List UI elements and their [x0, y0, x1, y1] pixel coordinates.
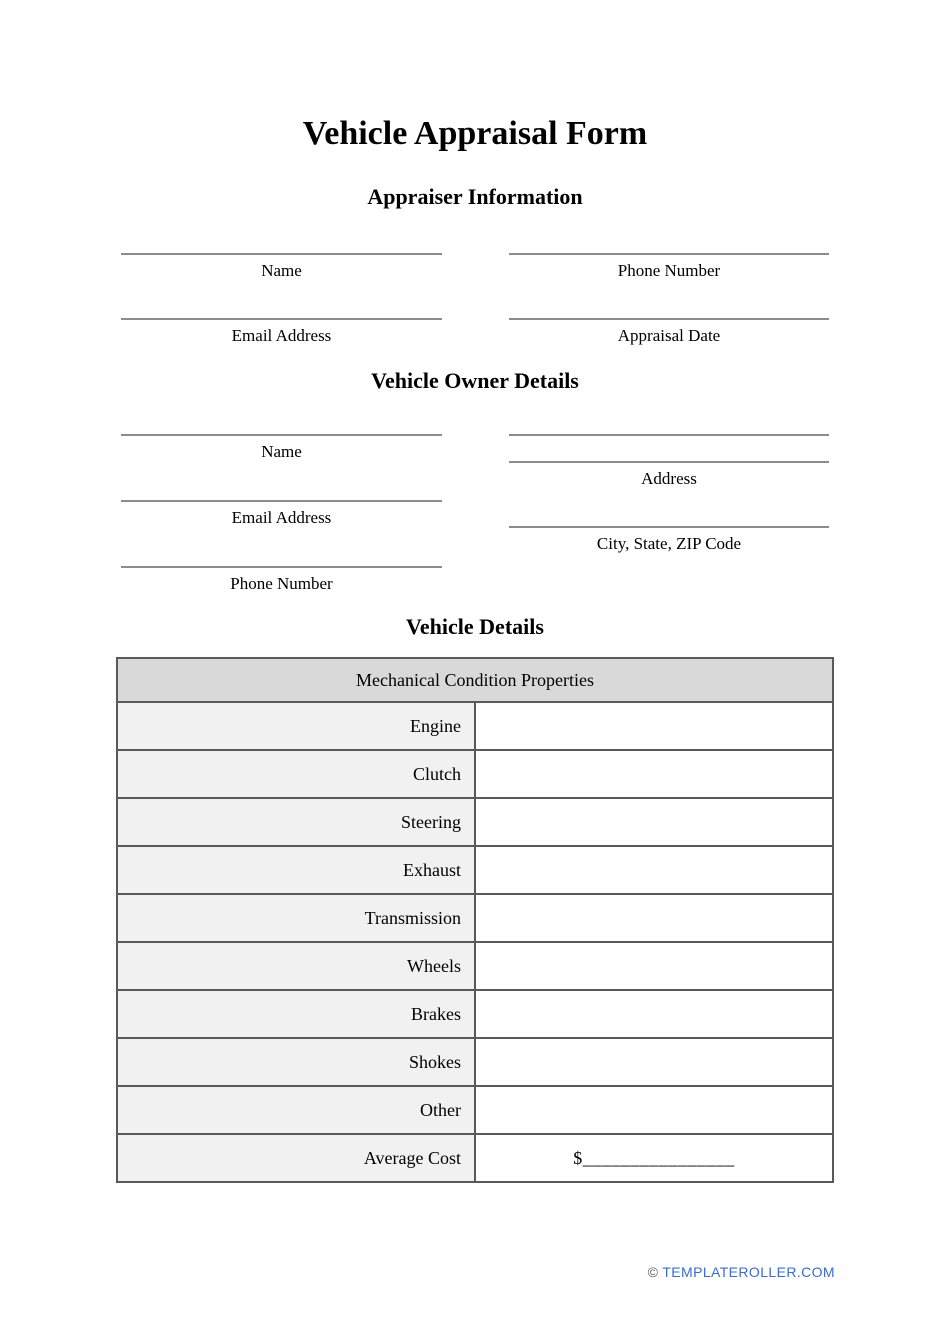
engine-value-cell[interactable]: [475, 702, 833, 750]
appraiser-phone-line[interactable]: [509, 253, 829, 255]
table-row-brakes: [117, 990, 833, 1038]
table-row-shokes: [117, 1038, 833, 1086]
shokes-value-cell[interactable]: [475, 1038, 833, 1086]
appraiser-name-label: Name: [261, 261, 302, 280]
owner-email-field: [121, 500, 442, 529]
clutch-label: Clutch: [117, 750, 475, 798]
owner-name-label: Name: [261, 442, 302, 461]
owner-fields: [121, 434, 829, 595]
owner-address-line-1[interactable]: [509, 434, 829, 436]
owner-left-column: [121, 434, 442, 595]
appraisal-date-field: [509, 318, 829, 347]
owner-name-line[interactable]: [121, 434, 442, 436]
exhaust-label: Exhaust: [117, 846, 475, 894]
brakes-label: Brakes: [117, 990, 475, 1038]
transmission-value-cell[interactable]: [475, 894, 833, 942]
footer: [648, 1264, 835, 1280]
appraiser-name-field: [121, 253, 442, 282]
table-row-exhaust: [117, 846, 833, 894]
average-cost-value-cell[interactable]: $________________: [475, 1134, 833, 1182]
appraiser-phone-label: Phone Number: [617, 261, 721, 280]
engine-label: Engine: [117, 702, 475, 750]
table-row-clutch: [117, 750, 833, 798]
table-row-wheels: [117, 942, 833, 990]
owner-phone-field: [121, 566, 442, 595]
appraiser-email-line[interactable]: [121, 318, 442, 320]
appraisal-date-line[interactable]: [509, 318, 829, 320]
owner-section-heading: Vehicle Owner Details: [371, 368, 579, 393]
table-row-steering: [117, 798, 833, 846]
wheels-label: Wheels: [117, 942, 475, 990]
owner-email-line[interactable]: [121, 500, 442, 502]
owner-name-field: [121, 434, 442, 463]
table-row-other: [117, 1086, 833, 1134]
steering-value-cell[interactable]: [475, 798, 833, 846]
clutch-value-cell[interactable]: [475, 750, 833, 798]
appraiser-section-heading: Appraiser Information: [367, 184, 583, 209]
table-row-average-cost: [117, 1134, 833, 1182]
owner-address-label: Address: [641, 469, 697, 488]
average-cost-label: Average Cost: [117, 1134, 475, 1182]
appraiser-fields: [121, 253, 829, 347]
copyright-symbol: ©: [647, 1264, 659, 1280]
owner-email-label: Email Address: [231, 508, 332, 527]
wheels-value-cell[interactable]: [475, 942, 833, 990]
owner-address-field: [509, 434, 829, 490]
owner-city-state-zip-label: City, State, ZIP Code: [596, 534, 742, 553]
page-title: Vehicle Appraisal Form: [302, 115, 648, 152]
templateroller-link[interactable]: TEMPLATEROLLER.COM: [662, 1264, 835, 1280]
owner-address-line-2[interactable]: [509, 461, 829, 463]
appraiser-email-field: [121, 318, 442, 347]
owner-city-state-zip-line[interactable]: [509, 526, 829, 528]
exhaust-value-cell[interactable]: [475, 846, 833, 894]
shokes-label: Shokes: [117, 1038, 475, 1086]
brakes-value-cell[interactable]: [475, 990, 833, 1038]
owner-phone-line[interactable]: [121, 566, 442, 568]
appraiser-phone-field: [509, 253, 829, 282]
appraisal-date-label: Appraisal Date: [617, 326, 721, 345]
appraiser-name-line[interactable]: [121, 253, 442, 255]
other-value-cell[interactable]: [475, 1086, 833, 1134]
owner-phone-label: Phone Number: [230, 574, 333, 593]
table-row-transmission: [117, 894, 833, 942]
steering-label: Steering: [117, 798, 475, 846]
table-header-cell: Mechanical Condition Properties: [117, 658, 833, 702]
table-row-engine: [117, 702, 833, 750]
other-label: Other: [117, 1086, 475, 1134]
owner-right-column: [509, 434, 829, 595]
owner-city-state-zip-field: [509, 526, 829, 555]
vehicle-section-heading: Vehicle Details: [406, 614, 544, 639]
table-header-row: [117, 658, 833, 702]
mechanical-condition-table: [116, 657, 834, 1183]
appraiser-email-label: Email Address: [231, 326, 332, 345]
transmission-label: Transmission: [117, 894, 475, 942]
